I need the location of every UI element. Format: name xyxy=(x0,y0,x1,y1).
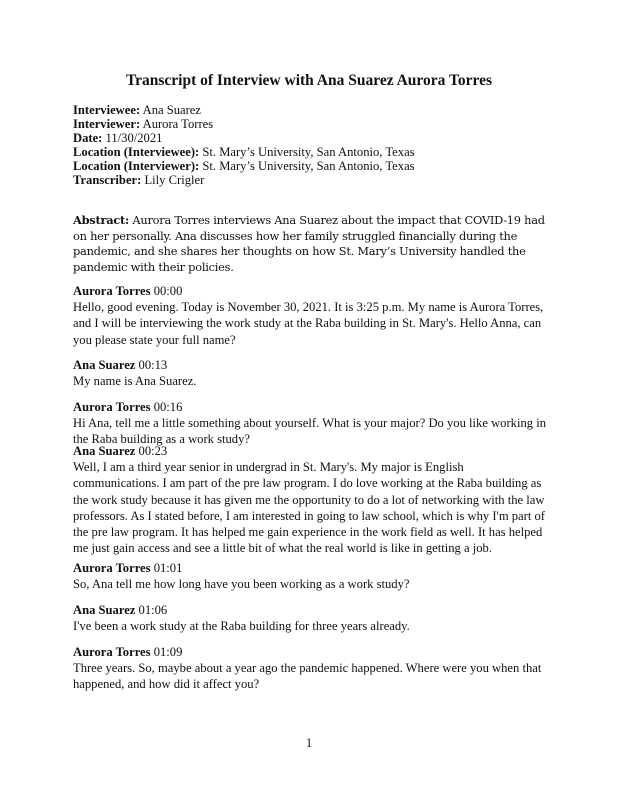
turn-text: Hello, good evening. Today is November 30, 2021. It is 3:25 p.m. My name is Aurora Torres, and I will be interviewing the work study at the Raba building in St. Mary's. Hello Anna, can you please state your full name? xyxy=(73,300,544,347)
metadata-value: Aurora Torres xyxy=(140,117,214,131)
turn-text: My name is Ana Suarez. xyxy=(73,374,197,389)
metadata-value: St. Mary’s University, San Antonio, Texas xyxy=(199,159,415,173)
speaker-name: Aurora Torres xyxy=(73,561,151,575)
transcript-turn xyxy=(73,443,553,556)
metadata-label: Location (Interviewee): xyxy=(73,145,200,159)
turn-text: So, Ana tell me how long have you been working as a work study? xyxy=(73,577,410,592)
transcript-turn xyxy=(73,602,553,634)
speaker-name: Ana Suarez xyxy=(73,358,136,372)
transcript-turn xyxy=(73,644,553,693)
metadata-value: 11/30/2021 xyxy=(102,131,163,145)
abstract-text: Aurora Torres interviews Ana Suarez about the impact that COVID-19 had on her personally. Ana discusses how her family struggled financially during the pandemic, and she shares her thoughts on how St. Mary’s University handled the pandemic with their policies. xyxy=(73,213,545,274)
timestamp: 00:16 xyxy=(150,400,183,414)
metadata-value: St. Mary’s University, San Antonio, Texas xyxy=(199,145,415,159)
transcript-turn xyxy=(73,283,553,348)
speaker-name: Aurora Torres xyxy=(73,400,151,414)
metadata-location-interviewer xyxy=(73,159,415,173)
turn-text: Hi Ana, tell me a little something about yourself. What is your major? Do you like working in the Raba building as a work study? xyxy=(73,416,546,447)
timestamp: 00:00 xyxy=(150,284,183,298)
metadata-label: Date: xyxy=(73,131,103,145)
abstract xyxy=(73,213,553,275)
metadata-value: Lily Crigler xyxy=(141,173,205,187)
metadata-transcriber xyxy=(73,173,415,187)
metadata-interviewer xyxy=(73,117,415,131)
metadata-label: Transcriber: xyxy=(73,173,142,187)
speaker-name: Aurora Torres xyxy=(73,284,151,298)
metadata-label: Location (Interviewer): xyxy=(73,159,200,173)
timestamp: 00:23 xyxy=(135,444,168,458)
timestamp: 00:13 xyxy=(135,358,168,372)
transcript-turn xyxy=(73,357,553,389)
timestamp: 01:06 xyxy=(135,603,168,617)
speaker-name: Aurora Torres xyxy=(73,645,151,659)
turn-text: Three years. So, maybe about a year ago the pandemic happened. Where were you when that happened, and how did it affect you? xyxy=(73,661,542,692)
speaker-name: Ana Suarez xyxy=(73,444,136,458)
page-number: 1 xyxy=(305,736,313,750)
timestamp: 01:09 xyxy=(150,645,183,659)
metadata-label: Interviewer: xyxy=(73,117,141,131)
metadata-label: Interviewee: xyxy=(73,103,141,117)
interview-metadata xyxy=(73,103,415,187)
metadata-location-interviewee xyxy=(73,145,415,159)
metadata-value: Ana Suarez xyxy=(140,103,201,117)
speaker-name: Ana Suarez xyxy=(73,603,136,617)
turn-text: I've been a work study at the Raba building for three years already. xyxy=(73,619,410,634)
timestamp: 01:01 xyxy=(150,561,183,575)
transcript-turn xyxy=(73,399,553,448)
document-title: Transcript of Interview with Ana Suarez Aurora Torres xyxy=(125,72,493,89)
abstract-label: Abstract: xyxy=(73,213,130,227)
turn-text: Well, I am a third year senior in undergrad in St. Mary's. My major is English communications. I am part of the pre law program. I do love working at the Raba building as the work study because it has given me the opportunity to do a lot of networking with the law professors. As I stated before, I am interested in going to law school, which is why I'm part of the pre law program. It has helped me gain experience in the work field as well. It has helped me just gain access and see a little bit of what the real world is like in getting a job. xyxy=(73,460,545,556)
metadata-date xyxy=(73,131,415,145)
transcript-turn xyxy=(73,560,553,592)
metadata-interviewee xyxy=(73,103,415,117)
